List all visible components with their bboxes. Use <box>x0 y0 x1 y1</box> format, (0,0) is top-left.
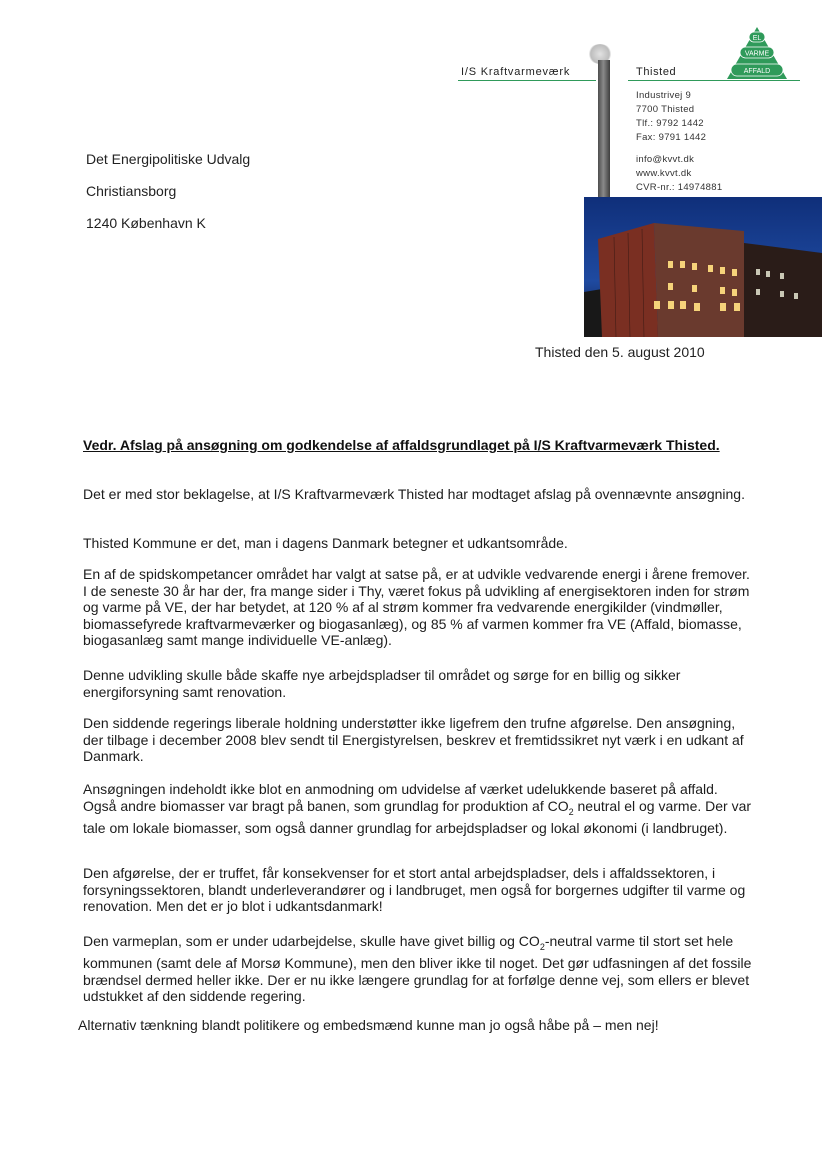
co2-subscript: 2 <box>539 941 545 952</box>
recipient-line-1: Det Energipolitiske Udvalg <box>86 151 251 167</box>
body-paragraph-3: En af de spidskompetancer området har valgt at satse på, er at udvikle vedvarende energi i årene fremover. I de seneste 30 år har der, fra mange sider i Thy, været fokus på udvikling af energisektoren inden for strøm og varme på VE, der har betydet, at 120 % af al strøm kommer fra vedvarende energikilder (vindmøller, biomassefyrede kraftvarmeværker og biogasanlæg), og 85 % af varmen kommer fra VE (Affald, biomasse, biogasanlæg samt mange individuelle VE-anlæg). <box>83 566 750 648</box>
logo-text-affald: AFFALD <box>743 68 771 75</box>
el-varme-affald-logo <box>726 26 788 80</box>
body-paragraph-4: Denne udvikling skulle både skaffe nye arbejdspladser til området og sørge for en billig og sikker energiforsyning samt renovation. <box>83 667 681 700</box>
letter-date: Thisted den 5. august 2010 <box>535 344 705 360</box>
letterhead-city: Thisted <box>636 66 677 78</box>
body-paragraph-1: Det er med stor beklagelse, at I/S Kraftvarmeværk Thisted har modtaget afslag på ovennævnte ansøgning. <box>83 486 745 502</box>
body-paragraph-6 <box>83 781 755 836</box>
letterhead-rule-right <box>628 80 800 81</box>
paragraph-8-part-1: Den varmeplan, som er under udarbejdelse, skulle have givet billig og CO <box>83 933 540 949</box>
body-paragraph-8 <box>83 933 755 1005</box>
recipient-line-3: 1240 København K <box>86 215 206 231</box>
contact-address: Industrivej 9 <box>636 90 692 101</box>
recipient-line-2: Christiansborg <box>86 183 177 199</box>
paragraph-6-part-1: Ansøgningen indeholdt ikke blot en anmodning om udvidelse af værket udelukkende baseret på affald. Også andre biomasser var bragt på banen, som grundlag for produktion af CO <box>83 781 718 814</box>
paragraph-6-part-2: neutral el og varme. Der var tale om lokale biomasser, som også danner grundlag for arbejdspladser og lokal økonomi (i landbruget). <box>83 797 752 836</box>
letter-subject: Vedr. Afslag på ansøgning om godkendelse af affaldsgrundlaget på I/S Kraftvarmeværk Thisted. <box>83 437 720 453</box>
paragraph-8-part-2: -neutral varme til stort set hele kommunen (samt dele af Morsø Kommune), men den bliver ikke til noget. Det gør udfasningen af det fossile brændsel dermed heller ikke. Der er nu ikke længere grundlag for at forfølge denne vej, som ellers er blevet udstukket af den siddende regering. <box>83 933 752 1005</box>
body-paragraph-5: Den siddende regerings liberale holdning understøtter ikke ligefrem den trufne afgørelse. Den ansøgning, der tilbage i december 2008 blev sendt til Energistyrelsen, beskrev et fremtidssikret nyt værk i en udkant af Danmark. <box>83 715 744 764</box>
contact-postal: 7700 Thisted <box>636 104 695 115</box>
contact-email: info@kvvt.dk <box>636 154 695 165</box>
logo-text-el: EL <box>752 35 762 42</box>
body-paragraph-2: Thisted Kommune er det, man i dagens Danmark betegner et udkantsområde. <box>83 535 568 551</box>
contact-phone: Tlf.: 9792 1442 <box>636 118 704 129</box>
body-paragraph-9: Alternativ tænkning blandt politikere og embedsmænd kunne man jo også håbe på – men nej! <box>78 1017 659 1033</box>
letterhead-company: I/S Kraftvarmeværk <box>461 66 571 78</box>
contact-website: www.kvvt.dk <box>636 168 692 179</box>
contact-fax: Fax: 9791 1442 <box>636 132 707 143</box>
letterhead-rule-left <box>458 80 596 81</box>
power-plant-photo <box>584 197 822 337</box>
contact-cvr: CVR-nr.: 14974881 <box>636 182 723 193</box>
logo-text-varme: VARME <box>744 50 770 58</box>
co2-subscript: 2 <box>568 806 574 817</box>
body-paragraph-7: Den afgørelse, der er truffet, får konsekvenser for et stort antal arbejdspladser, dels i affaldssektoren, i forsyningssektoren, blandt underleverandører og i landbruget, men også for borgernes udgifter til varme og renovation. Men det er jo blot i udkantsdanmark! <box>83 865 746 914</box>
chimney-graphic <box>598 60 610 210</box>
